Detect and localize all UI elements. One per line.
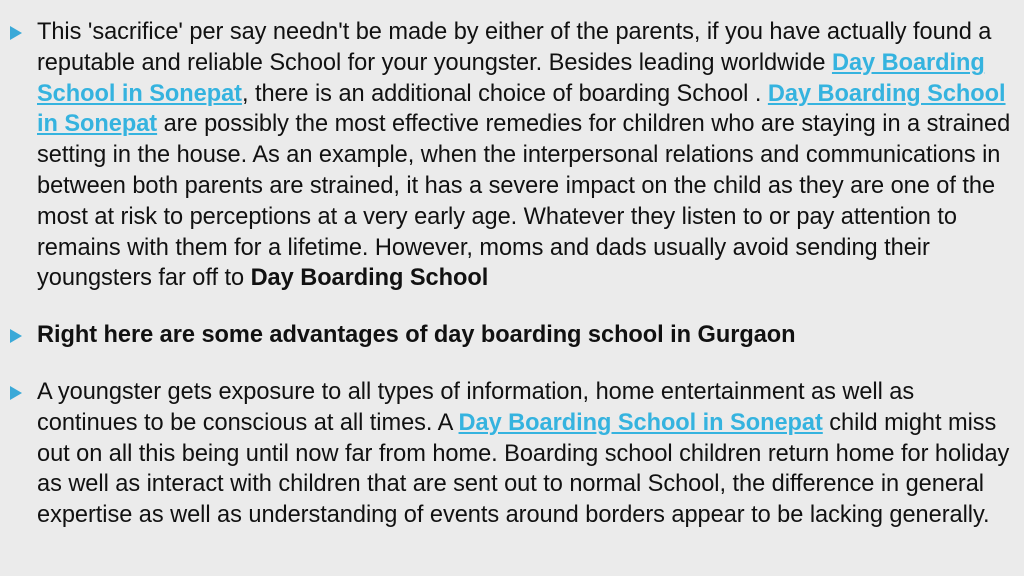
- bullet-item-exposure: [37, 377, 1021, 531]
- triangle-bullet-icon: [10, 26, 22, 40]
- bullet-item-intro: [37, 17, 1021, 294]
- day-boarding-school-link[interactable]: Day Boarding School in Sonepat: [458, 409, 823, 436]
- paragraph-text: This 'sacrifice' per say needn't be made by either of the parents, if you have actually found a reputable and reliable School for your youngster. Besides leading worldwide: [37, 19, 992, 76]
- triangle-bullet-icon: [10, 329, 22, 343]
- bullet-item-heading: [37, 320, 1021, 351]
- bullet-list: [37, 17, 1021, 557]
- advantages-heading: Right here are some advantages of day boarding school in Gurgaon: [37, 322, 796, 349]
- paragraph-text: , there is an additional choice of boarding School .: [241, 80, 768, 107]
- triangle-bullet-icon: [10, 386, 22, 400]
- paragraph-text: are possibly the most effective remedies for children who are staying in a strained setting in the house. As an example, when the interpersonal relations and communications in between both parents are strained, it has a severe impact on the child as they are one of the most at risk to perceptions at a very early age. Whatever they listen to or pay attention to remains with them for a lifetime. However, moms and dads usually avoid sending their youngsters far off to: [37, 111, 1011, 292]
- paragraph-bold-text: Day Boarding School: [250, 265, 489, 292]
- day-boarding-school-link[interactable]: Day Boarding School in Sonepat: [37, 80, 1006, 138]
- day-boarding-school-link[interactable]: Day Boarding School in Sonepat: [37, 49, 985, 107]
- paragraph-text: child might miss out on all this being until now far from home. Boarding school children return home for holiday as well as interact with children that are sent out to normal School, the difference in general expertise as well as understanding of events around borders appear to be lacking generally.: [37, 409, 1010, 529]
- paragraph-text: A youngster gets exposure to all types of information, home entertainment as well as continues to be conscious at all times. A: [37, 378, 915, 436]
